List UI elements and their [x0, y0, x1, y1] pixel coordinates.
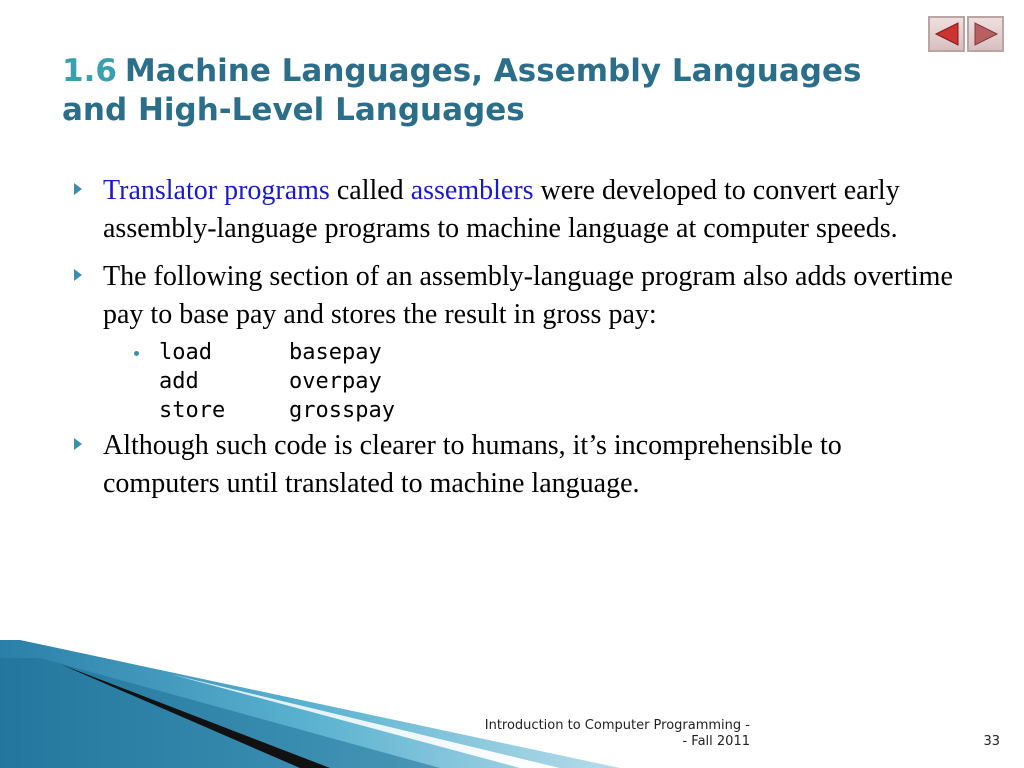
slide-title [62, 52, 992, 130]
slide-navigation [928, 16, 1004, 52]
bullet-text: called [329, 175, 411, 206]
bullet-text: Although such code is clearer to humans, it’s incomprehensible to computers until translated to machine language. [103, 430, 842, 499]
title-line-1: Machine Languages, Assembly Languages [124, 53, 862, 89]
footer-course [440, 718, 750, 750]
triangle-right-icon [972, 21, 1000, 47]
triangle-bullet-icon [74, 438, 82, 450]
code-instruction: load [159, 340, 212, 365]
slide-body [70, 172, 960, 503]
bullet-item [70, 258, 960, 334]
next-slide-button[interactable] [967, 16, 1004, 52]
code-line [159, 396, 960, 425]
code-operand: grosspay [289, 398, 395, 423]
highlight-term: assemblers [410, 175, 534, 206]
bullet-item [70, 427, 960, 503]
code-listing [70, 338, 960, 425]
slide-number: 33 [983, 734, 1000, 749]
bullet-item [70, 172, 960, 248]
triangle-bullet-icon [74, 269, 82, 281]
triangle-bullet-icon [74, 183, 82, 195]
code-line [159, 338, 960, 367]
code-operand: basepay [289, 340, 382, 365]
bullet-text: were developed to convert early assembly-language programs to machine language at computer speeds. [103, 175, 900, 244]
code-instruction: add [159, 369, 199, 394]
section-number: 1.6 [62, 53, 117, 89]
title-line-2: and High-Level Languages [62, 92, 525, 128]
code-line [159, 367, 960, 396]
triangle-left-icon [933, 21, 961, 47]
dot-bullet-icon [134, 351, 139, 356]
previous-slide-button[interactable] [928, 16, 965, 52]
code-operand: overpay [289, 369, 382, 394]
footer-line-2: - Fall 2011 [682, 734, 750, 749]
code-instruction: store [159, 398, 226, 423]
highlight-term: Translator programs [103, 175, 330, 206]
footer-line-1: Introduction to Computer Programming - [484, 718, 750, 733]
bullet-text: The following section of an assembly-language program also adds overtime pay to base pay and stores the result in gross pay: [103, 261, 953, 330]
